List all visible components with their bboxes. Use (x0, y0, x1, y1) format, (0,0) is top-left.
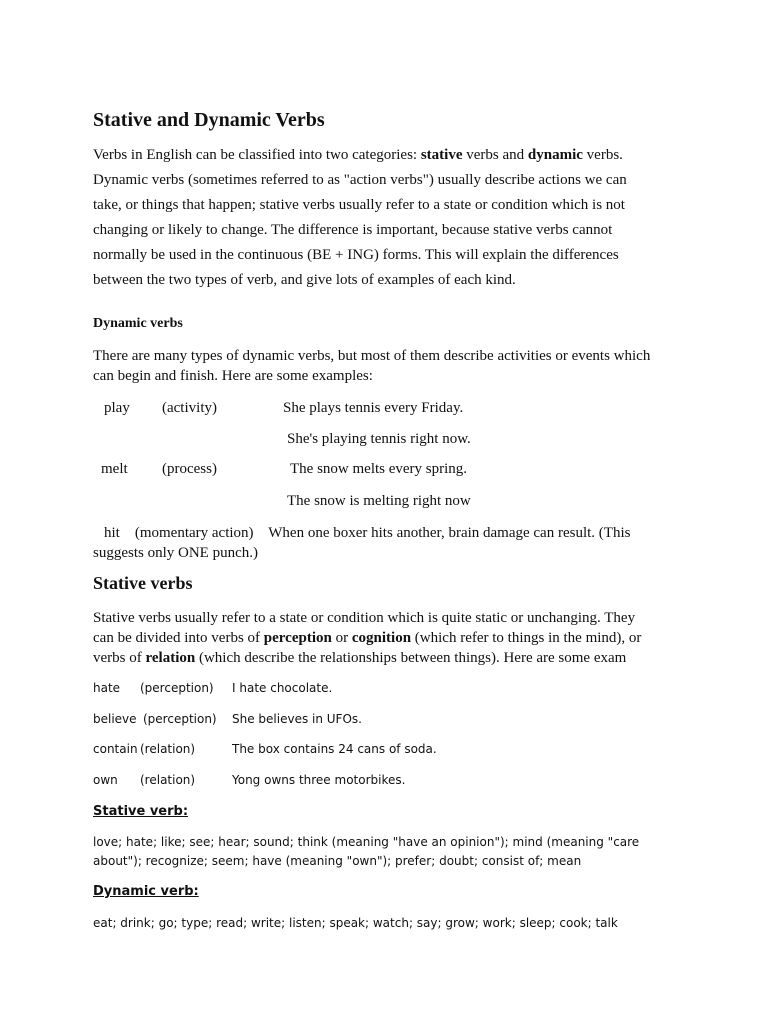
stative-paragraph-line-3 (93, 648, 626, 668)
stative-text: or (331, 630, 352, 646)
dynamic-paragraph-line-1: There are many types of dynamic verbs, but most of them describe activities or events which (93, 348, 651, 364)
dynamic-verbs-heading: Dynamic verbs (93, 316, 183, 331)
stative-text: (which describe the relationships between things). Here are some exam (195, 650, 627, 666)
page-title: Stative and Dynamic Verbs (93, 109, 325, 131)
example-sentence: She believes in UFOs. (232, 712, 362, 726)
example-sentence: She's playing tennis right now. (287, 431, 471, 447)
example-type: (relation) (140, 742, 196, 756)
intro-paragraph-line-4: changing or likely to change. The difference is important, because stative verbs cannot (93, 222, 613, 238)
stative-paragraph-line-1: Stative verbs usually refer to a state or condition which is quite static or unchanging. They (93, 610, 636, 626)
example-sentence: The box contains 24 cans of soda. (232, 742, 437, 756)
example-sentence: She plays tennis every Friday. (283, 400, 464, 416)
example-verb: melt (101, 461, 128, 477)
example-verb: own (93, 773, 118, 787)
example-type: (perception) (143, 712, 217, 726)
example-sentence: The snow is melting right now (287, 493, 471, 509)
intro-paragraph-line-6: between the two types of verb, and give lots of examples of each kind. (93, 272, 516, 288)
dynamic-term: dynamic (527, 147, 583, 163)
example-sentence: The snow melts every spring. (290, 461, 468, 477)
intro-text: Verbs in English can be classified into two categories: (93, 147, 421, 163)
example-sentence: Yong owns three motorbikes. (232, 773, 406, 787)
example-sentence: I hate chocolate. (232, 681, 333, 695)
dynamic-list-line-1: eat; drink; go; type; read; write; listen; speak; watch; say; grow; work; sleep; cook; talk (93, 916, 618, 930)
intro-text: verbs. (582, 147, 623, 163)
example-verb: believe (93, 712, 137, 726)
example-type: (relation) (140, 773, 196, 787)
cognition-term: cognition (351, 630, 412, 646)
dynamic-list-heading: Dynamic verb: (93, 884, 199, 899)
intro-paragraph-line-3: take, or things that happen; stative verbs usually refer to a state or condition which is not (93, 197, 625, 213)
stative-paragraph-line-2 (93, 628, 641, 648)
stative-text: can be divided into verbs of (93, 630, 264, 646)
example-type: (perception) (140, 681, 214, 695)
perception-term: perception (263, 630, 332, 646)
intro-paragraph-line-5: normally be used in the continuous (BE + ING) forms. This will explain the differences (93, 247, 619, 263)
stative-verbs-heading: Stative verbs (93, 573, 193, 593)
example-verb: play (104, 400, 130, 416)
stative-text: verbs of (93, 650, 146, 666)
example-type: (process) (162, 461, 217, 477)
intro-paragraph-line-2: Dynamic verbs (sometimes referred to as "action verbs") usually describe actions we can (93, 172, 627, 188)
intro-paragraph-line-1 (93, 143, 623, 168)
stative-list-line-1: love; hate; like; see; hear; sound; think (meaning "have an opinion"); mind (meaning "care (93, 835, 640, 849)
example-type: (activity) (162, 400, 217, 416)
stative-text: (which refer to things in the mind), or (411, 630, 642, 646)
dynamic-paragraph-line-2: can begin and finish. Here are some examples: (93, 368, 373, 384)
example-verb: hate (93, 681, 121, 695)
stative-list-line-2: about"); recognize; seem; have (meaning "own"); prefer; doubt; consist of; mean (93, 854, 582, 868)
intro-text: verbs and (462, 147, 528, 163)
hit-example-line-2: suggests only ONE punch.) (93, 545, 258, 561)
example-verb: contain (93, 742, 138, 756)
relation-term: relation (145, 650, 196, 666)
hit-example-line-1: hit (momentary action) When one boxer hits another, brain damage can result. (This (104, 525, 631, 541)
stative-list-heading: Stative verb: (93, 804, 189, 819)
stative-term: stative (420, 147, 463, 163)
